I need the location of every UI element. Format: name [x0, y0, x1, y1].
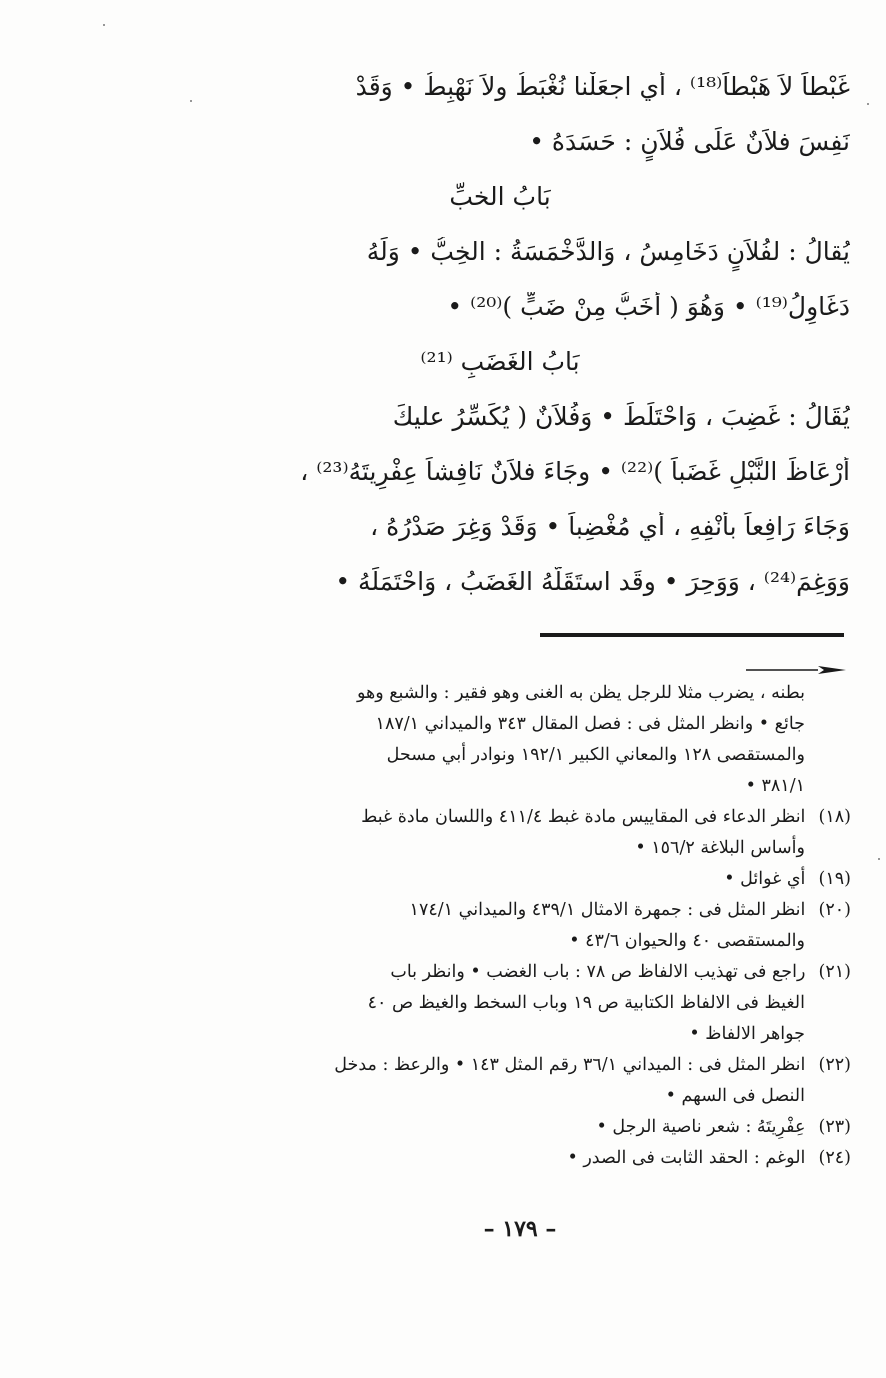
scan-speck — [867, 103, 869, 105]
footnote-number: (٢١) — [818, 962, 851, 982]
footnote-number: (٢٣) — [818, 1117, 851, 1137]
page-number: – ١٧٩ – — [483, 1216, 557, 1242]
scan-speck — [190, 100, 192, 102]
text-line: أَرْعَاظَ النَّبْلِ غَضَباً )⁽²²⁾ • وجَاءَ فلاَنٌ نَافِشاً عِفْرِيتَهُ⁽²³⁾ ، — [300, 457, 850, 486]
text-line: يُقَالُ : غَضِبَ ، وَاحْتَلَطَ • وَفُلاَنٌ ( يُكَسِّرُ عليكَ — [392, 402, 850, 431]
footnote-20 — [205, 895, 851, 957]
footnote-text: عِفْرِيتَهُ : شعر ناصية الرجل • — [596, 1117, 806, 1137]
footnote-line: النصل فى السهم • — [665, 1086, 805, 1106]
footnote-line: والمستقصى ٤٠ والحيوان ٤٣/٦ • — [569, 931, 805, 951]
footnote-line: بطنه ، يضرب مثلا للرجل يظن به الغنى وهو فقير : والشبع وهو — [356, 683, 805, 703]
footnote-text: انظر المثل فى : جمهرة الامثال ٤٣٩/١ والميداني ١٧٤/١ — [409, 900, 806, 920]
text-line: دَغَاوِلُ⁽¹⁹⁾ • وَهُوَ ( أَخَبُّ مِنْ ضَبٍّ )⁽²⁰⁾ • — [447, 292, 850, 321]
footnote-divider — [540, 633, 844, 637]
section-heading-khibb: بَابُ الخبِّ — [449, 182, 551, 211]
footnote-24 — [205, 1143, 851, 1174]
footnote-text: انظر الدعاء فى المقاييس مادة غبط ٤١١/٤ واللسان مادة غبط — [361, 807, 806, 827]
main-text-block — [150, 72, 850, 622]
footnote-18 — [205, 802, 851, 864]
footnote-text: أي غوائل • — [724, 869, 806, 889]
footnote-line: جواهر الالفاظ • — [689, 1024, 805, 1044]
footnotes-block — [205, 678, 851, 1174]
text-line: يُقالُ : لفُلاَنٍ دَخَامِسُ ، وَالدَّخْمَسَةُ : الخِبُّ • وَلَهُ — [366, 237, 850, 266]
footnote-number: (٢٠) — [818, 900, 851, 920]
footnote-number: (١٨) — [818, 807, 851, 827]
footnote-line: ٣٨١/١ • — [745, 776, 805, 796]
footnote-continuation — [205, 678, 851, 802]
footnote-line: وأساس البلاغة ١٥٦/٢ • — [635, 838, 805, 858]
text-line: غَبْطاً لاَ هَبْطاً⁽¹⁸⁾ ، أي اجعَلْنا نُغْبَطُ ولاَ نَهْبِطُ • وَقَدْ — [355, 72, 850, 101]
footnote-21 — [205, 957, 851, 1050]
footnote-text: انظر المثل فى : الميداني ٣٦/١ رقم المثل ١٤٣ • والرعظ : مدخل — [334, 1055, 806, 1075]
footnote-19 — [205, 864, 851, 895]
text-line: وَوَغِمَ⁽²⁴⁾ ، وَوَحِرَ • وقَد استَقَلَّهُ الغَضَبُ ، وَاحْتَمَلَهُ • — [335, 567, 850, 596]
footnote-22 — [205, 1050, 851, 1112]
footnote-number: (٢٢) — [818, 1055, 851, 1075]
scan-speck — [103, 24, 105, 26]
section-heading-ghadab: بَابُ الغَضَبِ ⁽²¹⁾ — [420, 347, 580, 376]
footnote-line: جائع • وانظر المثل فى : فصل المقال ٣٤٣ والميداني ١٨٧/١ — [375, 714, 805, 734]
footnote-number: (١٩) — [818, 869, 851, 889]
footnote-text: الوغم : الحقد الثابت فى الصدر • — [567, 1148, 806, 1168]
footnote-line: الغيظ فى الالفاظ الكتابية ص ١٩ وباب السخط والغيظ ص ٤٠ — [367, 993, 805, 1013]
scan-speck — [878, 858, 880, 860]
footnote-number: (٢٤) — [818, 1148, 851, 1168]
footnote-text: راجع فى تهذيب الالفاظ ص ٧٨ : باب الغضب • وانظر باب — [390, 962, 806, 982]
footnote-line: والمستقصى ١٢٨ والمعاني الكبير ١٩٢/١ ونوادر أبي مسحل — [386, 745, 805, 765]
text-line: وَجَاءَ رَافِعاً بأَنْفِهِ ، أي مُغْضِباً • وَقَدْ وَغِرَ صَدْرُهُ ، — [370, 512, 850, 541]
text-line: نَفِسَ فلاَنٌ عَلَى فُلاَنٍ : حَسَدَهُ • — [529, 127, 850, 156]
footnote-23 — [205, 1112, 851, 1143]
arrow-divider-icon — [746, 666, 846, 674]
